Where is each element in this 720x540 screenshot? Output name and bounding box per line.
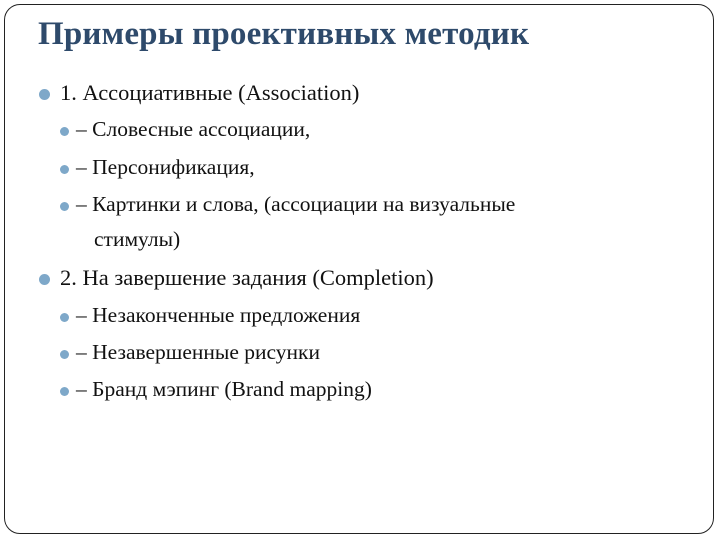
bullet-dot-icon [60, 350, 69, 359]
list-item-text: – Незавершенные рисунки [76, 340, 321, 364]
bullet-dot-icon [60, 202, 69, 211]
list-item-text: – Персонификация, [76, 155, 255, 179]
bullet-dot-icon [60, 387, 69, 396]
list-item [76, 155, 255, 180]
bullet-dot-icon [39, 274, 50, 285]
list-item [60, 80, 359, 106]
list-item-text: – Словесные ассоциации, [76, 117, 311, 141]
bullet-dot-icon [60, 165, 69, 174]
bullet-dot-icon [39, 89, 50, 100]
bullet-dot-icon [60, 127, 69, 136]
list-item-text: – Незаконченные предложения [76, 303, 361, 327]
bullet-dot-icon [60, 313, 69, 322]
list-item-text: 2. На завершение задания (Completion) [60, 265, 434, 290]
list-item [76, 303, 360, 328]
list-item-text: – Картинки и слова, (ассоциации на визуальные [76, 192, 516, 216]
list-item [76, 117, 310, 142]
list-item [76, 340, 320, 365]
list-item [76, 377, 372, 402]
list-item-continuation: стимулы) [94, 227, 181, 251]
list-item-text: 1. Ассоциативные (Association) [60, 80, 360, 105]
slide-title: Примеры проективных методик [38, 16, 530, 52]
list-item-text: – Бранд мэпинг (Brand mapping) [76, 377, 372, 401]
list-item [76, 192, 515, 217]
list-item [60, 265, 434, 291]
